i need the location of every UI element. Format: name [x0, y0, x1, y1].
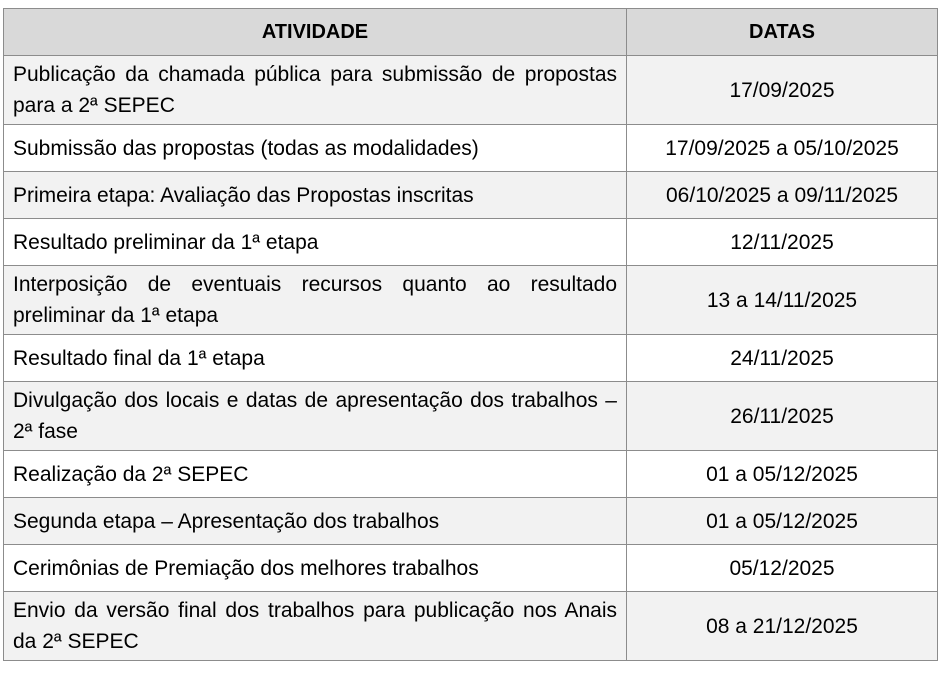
table-row [4, 219, 938, 266]
dates-cell: 24/11/2025 [627, 335, 938, 382]
table-row [4, 545, 938, 592]
table-row [4, 382, 938, 451]
activity-cell: Primeira etapa: Avaliação das Propostas inscritas [4, 172, 627, 219]
dates-cell: 17/09/2025 a 05/10/2025 [627, 125, 938, 172]
table-row [4, 56, 938, 125]
dates-cell: 13 a 14/11/2025 [627, 266, 938, 335]
activity-cell: Envio da versão final dos trabalhos para publicação nos Anais da 2ª SEPEC [4, 592, 627, 661]
table-row [4, 266, 938, 335]
activity-cell: Interposição de eventuais recursos quanto ao resultado preliminar da 1ª etapa [4, 266, 627, 335]
activity-cell: Cerimônias de Premiação dos melhores trabalhos [4, 545, 627, 592]
dates-cell: 06/10/2025 a 09/11/2025 [627, 172, 938, 219]
table-row [4, 335, 938, 382]
dates-cell: 26/11/2025 [627, 382, 938, 451]
header-activity: ATIVIDADE [4, 9, 627, 56]
dates-cell: 17/09/2025 [627, 56, 938, 125]
header-dates: DATAS [627, 9, 938, 56]
dates-cell: 01 a 05/12/2025 [627, 498, 938, 545]
dates-cell: 01 a 05/12/2025 [627, 451, 938, 498]
table-row [4, 592, 938, 661]
table-row [4, 172, 938, 219]
activity-cell: Resultado final da 1ª etapa [4, 335, 627, 382]
activity-cell: Resultado preliminar da 1ª etapa [4, 219, 627, 266]
table-row [4, 498, 938, 545]
table-header-row [4, 9, 938, 56]
activity-cell: Segunda etapa – Apresentação dos trabalhos [4, 498, 627, 545]
dates-cell: 12/11/2025 [627, 219, 938, 266]
schedule-table [3, 8, 938, 661]
table-row [4, 451, 938, 498]
activity-cell: Submissão das propostas (todas as modalidades) [4, 125, 627, 172]
activity-cell: Publicação da chamada pública para submissão de propostas para a 2ª SEPEC [4, 56, 627, 125]
dates-cell: 08 a 21/12/2025 [627, 592, 938, 661]
activity-cell: Realização da 2ª SEPEC [4, 451, 627, 498]
activity-cell: Divulgação dos locais e datas de apresentação dos trabalhos – 2ª fase [4, 382, 627, 451]
table-row [4, 125, 938, 172]
dates-cell: 05/12/2025 [627, 545, 938, 592]
